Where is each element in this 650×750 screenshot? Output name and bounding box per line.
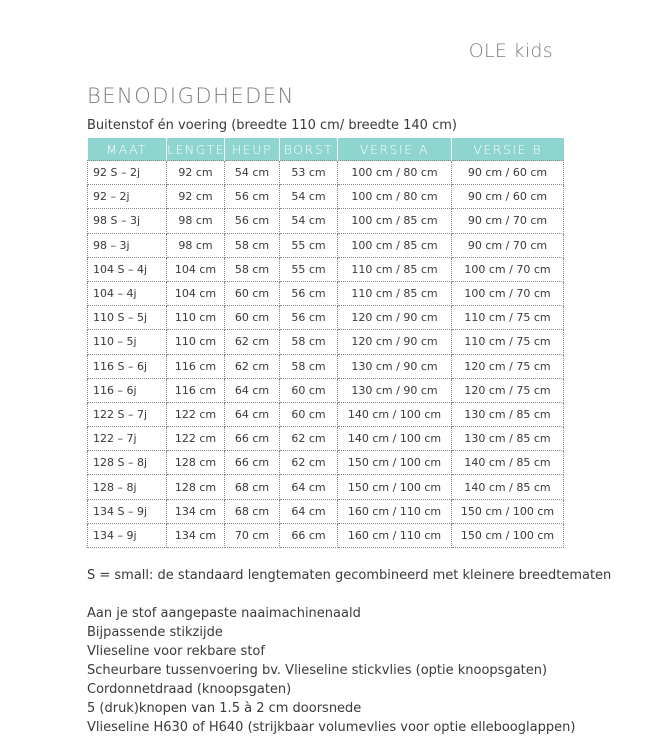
cell-versie-a: 120 cm / 90 cm: [338, 306, 452, 330]
cell-lengte: 122 cm: [167, 427, 225, 451]
cell-versie-a: 160 cm / 110 cm: [338, 499, 452, 523]
cell-maat: 122 – 7j: [88, 427, 167, 451]
size-note: S = small: de standaard lengtematen gecombineerd met kleinere breedtematen: [87, 568, 612, 583]
cell-heup: 68 cm: [225, 475, 280, 499]
column-header-versie-a: VERSIE A: [338, 138, 452, 161]
cell-versie-a: 100 cm / 80 cm: [338, 185, 452, 209]
supply-item: Vlieseline voor rekbare stof: [87, 644, 265, 659]
cell-versie-b: 120 cm / 75 cm: [452, 354, 564, 378]
table-row: [88, 306, 564, 330]
cell-heup: 62 cm: [225, 354, 280, 378]
cell-maat: 92 S – 2j: [88, 161, 167, 185]
cell-lengte: 134 cm: [167, 523, 225, 547]
cell-lengte: 116 cm: [167, 354, 225, 378]
cell-borst: 62 cm: [280, 427, 338, 451]
cell-versie-a: 130 cm / 90 cm: [338, 378, 452, 402]
supplies-list: [87, 604, 575, 737]
table-body: [88, 161, 564, 548]
cell-lengte: 110 cm: [167, 306, 225, 330]
cell-borst: 60 cm: [280, 402, 338, 426]
cell-heup: 64 cm: [225, 402, 280, 426]
cell-versie-a: 150 cm / 100 cm: [338, 451, 452, 475]
cell-heup: 60 cm: [225, 281, 280, 305]
cell-heup: 66 cm: [225, 427, 280, 451]
cell-heup: 54 cm: [225, 161, 280, 185]
cell-maat: 128 – 8j: [88, 475, 167, 499]
cell-maat: 104 S – 4j: [88, 257, 167, 281]
table-row: [88, 257, 564, 281]
cell-maat: 122 S – 7j: [88, 402, 167, 426]
column-header-heup: HEUP: [225, 138, 280, 161]
cell-versie-b: 130 cm / 85 cm: [452, 427, 564, 451]
table-row: [88, 209, 564, 233]
cell-borst: 55 cm: [280, 257, 338, 281]
cell-lengte: 104 cm: [167, 257, 225, 281]
supply-item: Scheurbare tussenvoering bv. Vlieseline stickvlies (optie knoopsgaten): [87, 663, 548, 678]
cell-borst: 66 cm: [280, 523, 338, 547]
cell-versie-b: 90 cm / 60 cm: [452, 161, 564, 185]
table-row: [88, 330, 564, 354]
cell-borst: 56 cm: [280, 281, 338, 305]
cell-heup: 58 cm: [225, 233, 280, 257]
cell-versie-a: 160 cm / 110 cm: [338, 523, 452, 547]
table-row: [88, 185, 564, 209]
fabric-subtitle: Buitenstof én voering (breedte 110 cm/ breedte 140 cm): [87, 118, 457, 133]
cell-maat: 116 S – 6j: [88, 354, 167, 378]
cell-maat: 98 – 3j: [88, 233, 167, 257]
cell-versie-a: 110 cm / 85 cm: [338, 281, 452, 305]
cell-heup: 70 cm: [225, 523, 280, 547]
cell-lengte: 134 cm: [167, 499, 225, 523]
supply-item: Vlieseline H630 of H640 (strijkbaar volumevlies voor optie ellebooglappen): [87, 720, 576, 735]
cell-versie-b: 100 cm / 70 cm: [452, 257, 564, 281]
cell-maat: 128 S – 8j: [88, 451, 167, 475]
table-row: [88, 281, 564, 305]
supply-item: Cordonnetdraad (knoopsgaten): [87, 682, 292, 697]
supply-item: 5 (druk)knopen van 1.5 à 2 cm doorsnede: [87, 701, 362, 716]
cell-heup: 64 cm: [225, 378, 280, 402]
cell-versie-a: 140 cm / 100 cm: [338, 427, 452, 451]
cell-maat: 92 – 2j: [88, 185, 167, 209]
cell-versie-a: 100 cm / 85 cm: [338, 209, 452, 233]
cell-lengte: 128 cm: [167, 475, 225, 499]
cell-maat: 110 S – 5j: [88, 306, 167, 330]
cell-maat: 134 S – 9j: [88, 499, 167, 523]
cell-maat: 104 – 4j: [88, 281, 167, 305]
cell-borst: 54 cm: [280, 209, 338, 233]
cell-lengte: 116 cm: [167, 378, 225, 402]
table-row: [88, 402, 564, 426]
column-header-borst: BORST: [280, 138, 338, 161]
column-header-maat: MAAT: [88, 138, 167, 161]
cell-borst: 56 cm: [280, 306, 338, 330]
cell-borst: 58 cm: [280, 354, 338, 378]
cell-versie-a: 120 cm / 90 cm: [338, 330, 452, 354]
cell-versie-b: 150 cm / 100 cm: [452, 523, 564, 547]
cell-borst: 62 cm: [280, 451, 338, 475]
table-row: [88, 161, 564, 185]
table-row: [88, 451, 564, 475]
cell-versie-b: 110 cm / 75 cm: [452, 330, 564, 354]
table-header-row: [88, 138, 564, 161]
column-header-versie-b: VERSIE B: [452, 138, 564, 161]
table-row: [88, 499, 564, 523]
cell-borst: 64 cm: [280, 499, 338, 523]
section-title: BENODIGDHEDEN: [87, 84, 295, 108]
cell-maat: 134 – 9j: [88, 523, 167, 547]
cell-versie-a: 110 cm / 85 cm: [338, 257, 452, 281]
cell-versie-b: 110 cm / 75 cm: [452, 306, 564, 330]
cell-borst: 60 cm: [280, 378, 338, 402]
cell-lengte: 92 cm: [167, 185, 225, 209]
brand-name: OLE kids: [468, 40, 553, 62]
cell-borst: 54 cm: [280, 185, 338, 209]
table-row: [88, 427, 564, 451]
size-table: [87, 138, 564, 548]
cell-lengte: 110 cm: [167, 330, 225, 354]
table-row: [88, 523, 564, 547]
cell-borst: 58 cm: [280, 330, 338, 354]
cell-versie-a: 130 cm / 90 cm: [338, 354, 452, 378]
cell-versie-b: 90 cm / 70 cm: [452, 209, 564, 233]
cell-versie-a: 100 cm / 80 cm: [338, 161, 452, 185]
cell-versie-b: 140 cm / 85 cm: [452, 475, 564, 499]
cell-versie-a: 100 cm / 85 cm: [338, 233, 452, 257]
column-header-lengte: LENGTE: [167, 138, 225, 161]
cell-heup: 56 cm: [225, 209, 280, 233]
cell-maat: 98 S – 3j: [88, 209, 167, 233]
cell-versie-b: 100 cm / 70 cm: [452, 281, 564, 305]
table-row: [88, 354, 564, 378]
cell-maat: 110 – 5j: [88, 330, 167, 354]
cell-heup: 66 cm: [225, 451, 280, 475]
cell-lengte: 128 cm: [167, 451, 225, 475]
cell-versie-a: 150 cm / 100 cm: [338, 475, 452, 499]
cell-borst: 55 cm: [280, 233, 338, 257]
cell-borst: 53 cm: [280, 161, 338, 185]
cell-heup: 56 cm: [225, 185, 280, 209]
cell-versie-b: 90 cm / 60 cm: [452, 185, 564, 209]
table-row: [88, 475, 564, 499]
table-row: [88, 233, 564, 257]
cell-heup: 68 cm: [225, 499, 280, 523]
cell-lengte: 98 cm: [167, 233, 225, 257]
cell-heup: 62 cm: [225, 330, 280, 354]
supply-item: Bijpassende stikzijde: [87, 625, 223, 640]
cell-maat: 116 – 6j: [88, 378, 167, 402]
cell-lengte: 104 cm: [167, 281, 225, 305]
table-row: [88, 378, 564, 402]
cell-versie-a: 140 cm / 100 cm: [338, 402, 452, 426]
cell-borst: 64 cm: [280, 475, 338, 499]
cell-heup: 60 cm: [225, 306, 280, 330]
cell-versie-b: 130 cm / 85 cm: [452, 402, 564, 426]
cell-lengte: 98 cm: [167, 209, 225, 233]
cell-versie-b: 120 cm / 75 cm: [452, 378, 564, 402]
cell-lengte: 92 cm: [167, 161, 225, 185]
cell-versie-b: 140 cm / 85 cm: [452, 451, 564, 475]
cell-versie-b: 90 cm / 70 cm: [452, 233, 564, 257]
supply-item: Aan je stof aangepaste naaimachinenaald: [87, 606, 361, 621]
cell-versie-b: 150 cm / 100 cm: [452, 499, 564, 523]
cell-heup: 58 cm: [225, 257, 280, 281]
cell-lengte: 122 cm: [167, 402, 225, 426]
